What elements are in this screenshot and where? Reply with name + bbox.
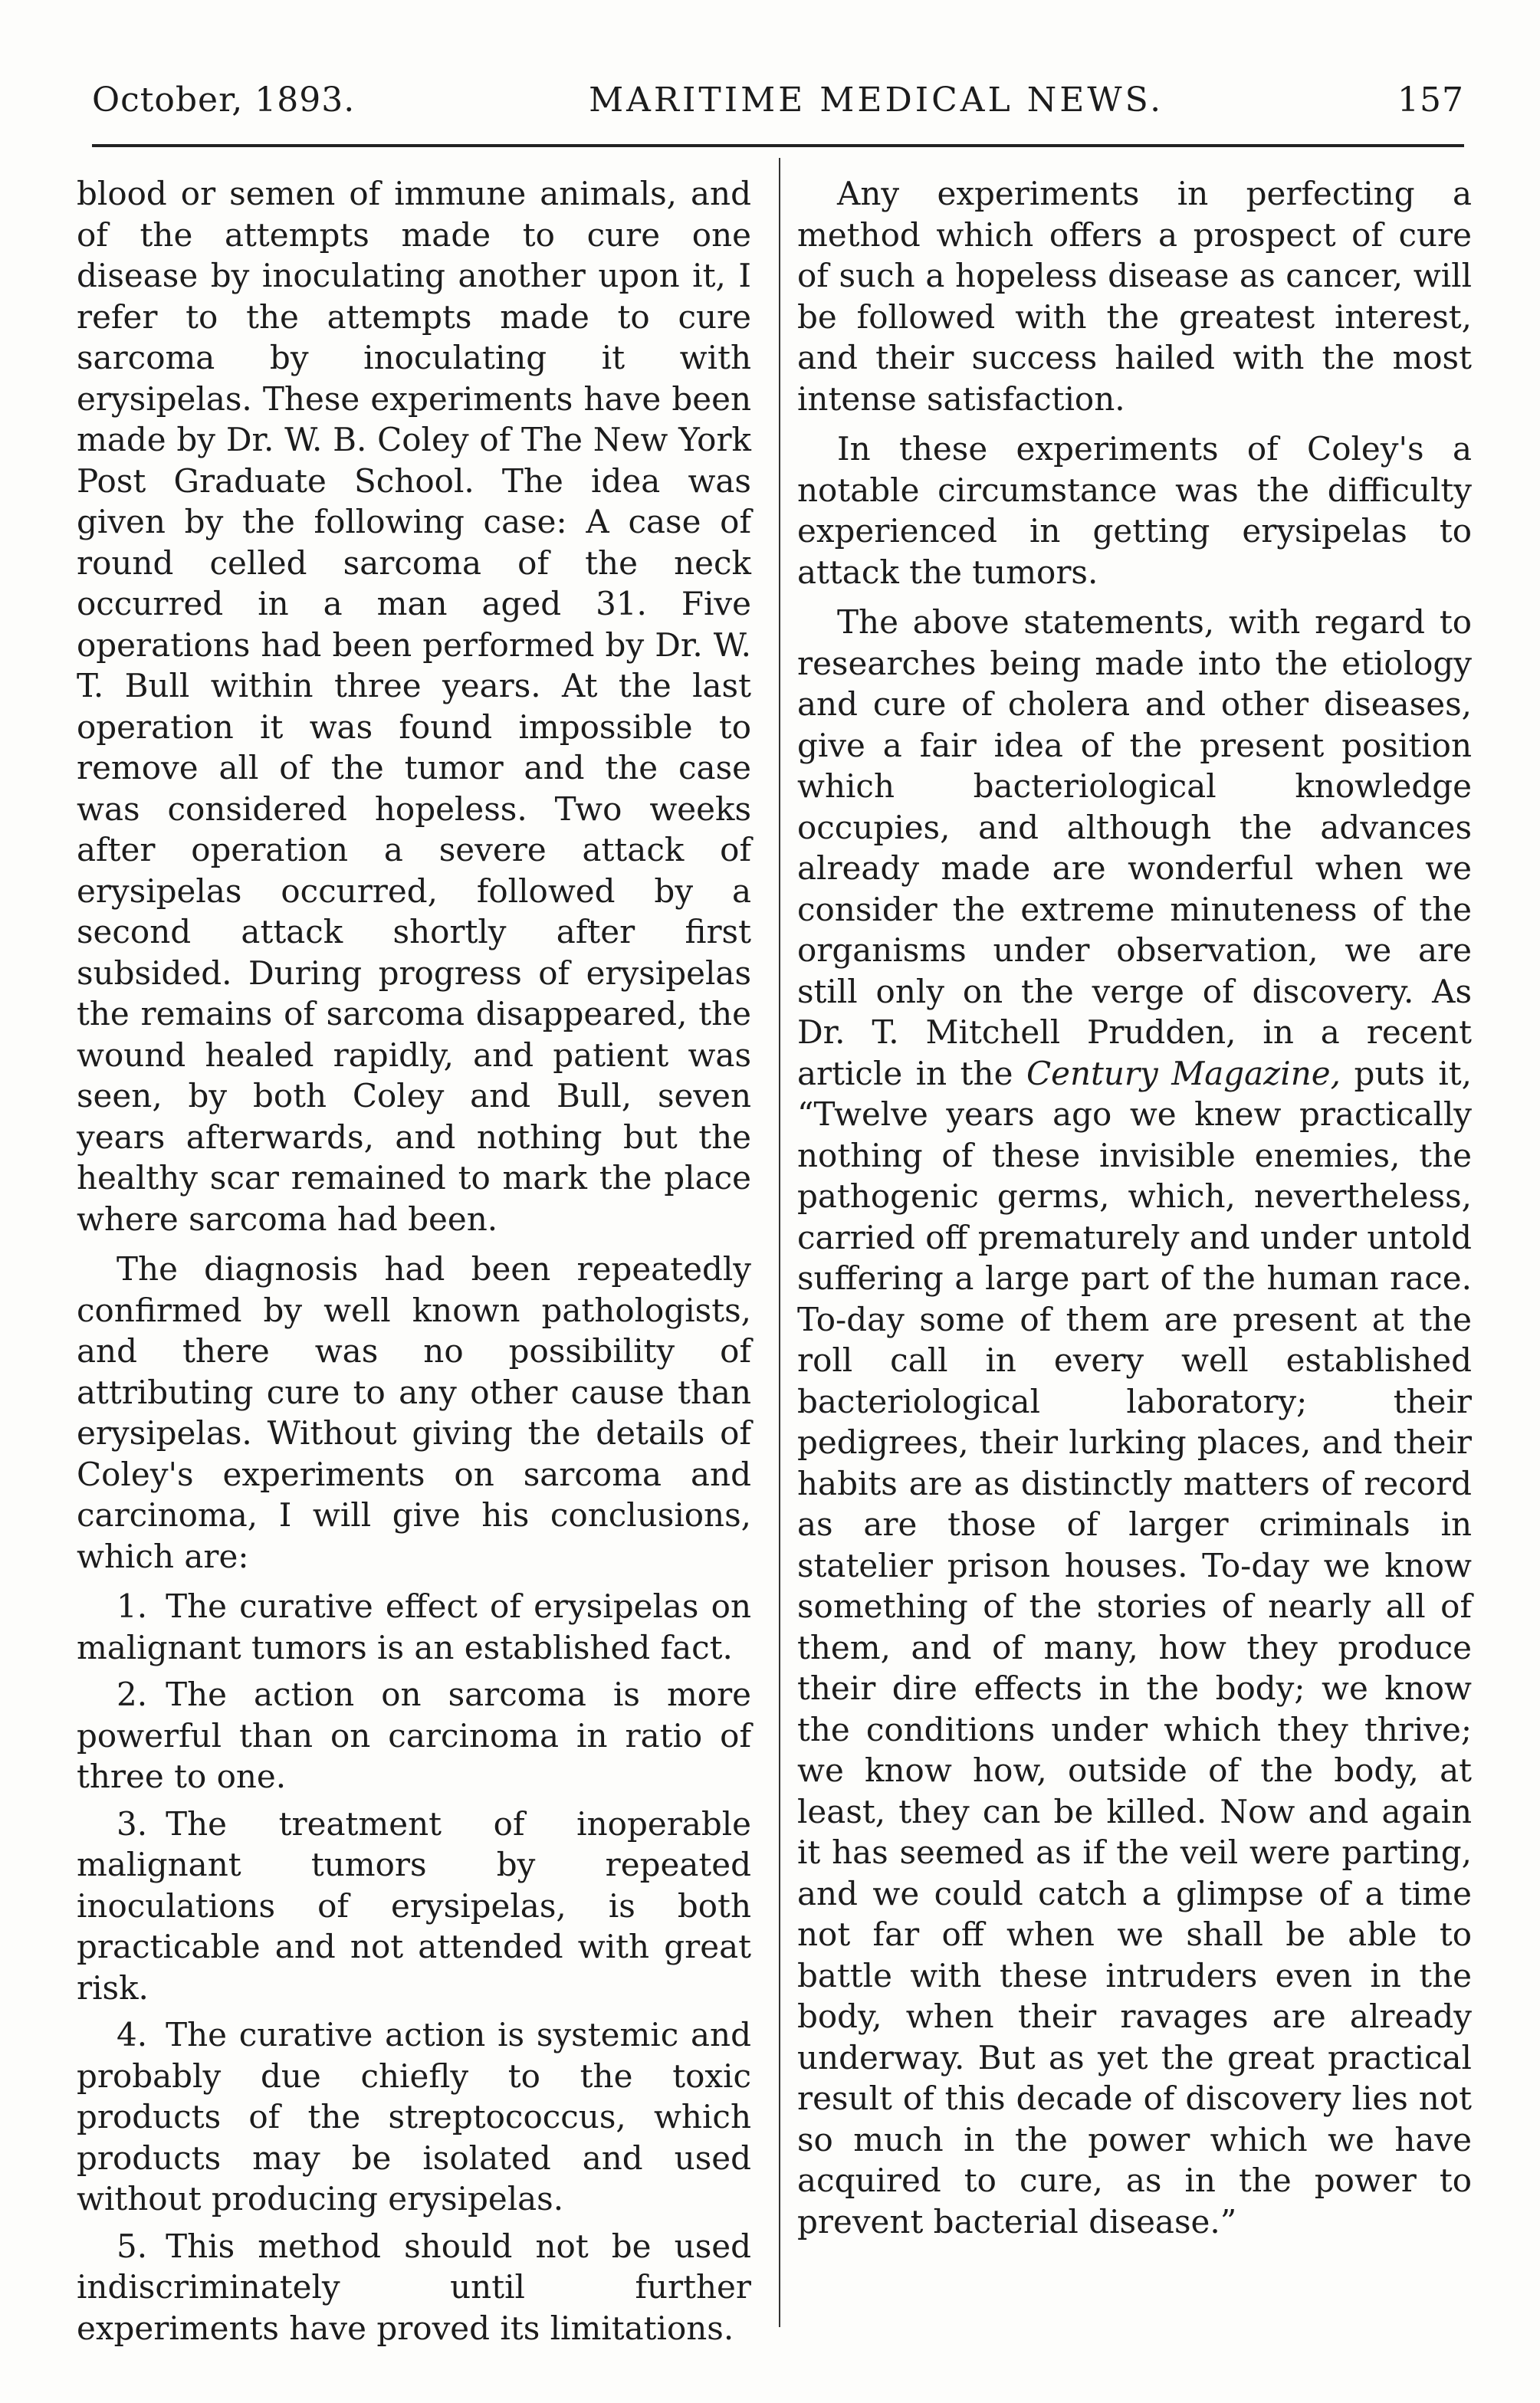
conclusion-number: 5. bbox=[117, 2227, 148, 2265]
conclusion-number: 2. bbox=[117, 1676, 148, 1713]
conclusion-item bbox=[77, 2226, 751, 2349]
conclusion-item bbox=[77, 1586, 751, 1668]
paragraph-bacteriology bbox=[797, 602, 1472, 2242]
journal-title: MARITIME MEDICAL NEWS. bbox=[589, 80, 1164, 120]
magazine-title: Century Magazine, bbox=[1026, 1054, 1341, 1092]
prudden-quote: puts it, “Twelve years ago we knew practically nothing of these invisible enemies, the pathogenic germs, which, nevertheless, carried off prematurely and under untold suffering a large part of the human race. To-day some of them are present at the roll call in every well established bacteriological laboratory; their pedigrees, their lurking places, and their habits are as distinctly matters of record as are those of larger criminals in statelier prison houses. To-day we know something of the stories of nearly all of them, and of many, how they produce their dire effects in the body; we know the conditions under which they thrive; we know how, outside of the body, at least, they can be killed. Now and again it has seemed as if the veil were parting, and we could catch a glimpse of a time not far off when we shall be able to battle with these intruders even in the body, when their ravages are already underway. But as yet the great practical result of this decade of discovery lies not so much in the power which we have acquired to cure, as in the power to prevent bacterial disease.” bbox=[797, 1054, 1472, 2241]
conclusion-item bbox=[77, 1804, 751, 2009]
conclusion-text: This method should not be used indiscriminately until further experiments have proved its limitations. bbox=[77, 2227, 751, 2347]
conclusion-text: The action on sarcoma is more powerful than on carcinoma in ratio of three to one. bbox=[77, 1676, 751, 1795]
conclusion-item bbox=[77, 1674, 751, 1797]
left-column bbox=[77, 173, 751, 2355]
running-header bbox=[92, 74, 1464, 127]
header-rule bbox=[92, 144, 1464, 147]
page-number: 157 bbox=[1397, 80, 1464, 120]
issue-date: October, 1893. bbox=[92, 80, 356, 120]
right-column bbox=[797, 173, 1472, 2251]
bacteriology-text-start: The above statements, with regard to researches being made into the etiology and cure of cholera and other diseases, give a fair idea of the present position which bacteriological knowledge occupies, and although the advances already made are wonderful when we consider the extreme minuteness of the organisms under observation, we are still only on the verge of discovery. As Dr. T. Mitchell Prudden, in a recent article in the bbox=[797, 603, 1472, 1092]
conclusion-number: 4. bbox=[117, 2016, 148, 2053]
paragraph-diagnosis: The diagnosis had been repeatedly confirmed by well known pathologists, and there was no possibility of attributing cure to any other cause than erysipelas. Without giving the details of Coley's experiments on sarcoma and carcinoma, I will give his conclusions, which are: bbox=[77, 1250, 751, 1575]
paragraph-coley-case: blood or semen of immune animals, and of the attempts made to cure one disease by inoculating another upon it, I refer to the attempts made to cure sarcoma by inoculating it with erysipelas. These experiments have been made by Dr. W. B. Coley of The New York Post Graduate School. The idea was given by the following case: A case of round celled sarcoma of the neck occurred in a man aged 31. Five operations had been performed by Dr. W. T. Bull within three years. At the last operation it was found impossible to remove all of the tumor and the case was considered hopeless. Two weeks after operation a severe attack of erysipelas occurred, followed by a second attack shortly after first subsided. During progress of erysipelas the remains of sarcoma disappeared, the wound healed rapidly, and patient was seen, by both Coley and Bull, seven years afterwards, and nothing but the healthy scar remained to mark the place where sarcoma had been. bbox=[77, 175, 751, 1238]
conclusion-text: The curative action is systemic and probably due chiefly to the toxic products of the streptococcus, which products may be isolated and used without producing erysipelas. bbox=[77, 2016, 751, 2218]
conclusion-number: 1. bbox=[117, 1587, 148, 1625]
paragraph-difficulty: In these experiments of Coley's a notable circumstance was the difficulty experienced in getting erysipelas to attack the tumors. bbox=[797, 430, 1472, 591]
conclusion-item bbox=[77, 2014, 751, 2220]
column-divider bbox=[779, 158, 780, 2327]
conclusion-text: The curative effect of erysipelas on malignant tumors is an established fact. bbox=[77, 1587, 751, 1666]
conclusion-text: The treatment of inoperable malignant tumors by repeated inoculations of erysipelas, is both practicable and not attended with great risk. bbox=[77, 1804, 751, 2007]
conclusion-number: 3. bbox=[117, 1804, 148, 1843]
paragraph-experiments: Any experiments in perfecting a method which offers a prospect of cure of such a hopeless disease as cancer, will be followed with the greatest interest, and their success hailed with the most intense satisfaction. bbox=[797, 175, 1472, 418]
